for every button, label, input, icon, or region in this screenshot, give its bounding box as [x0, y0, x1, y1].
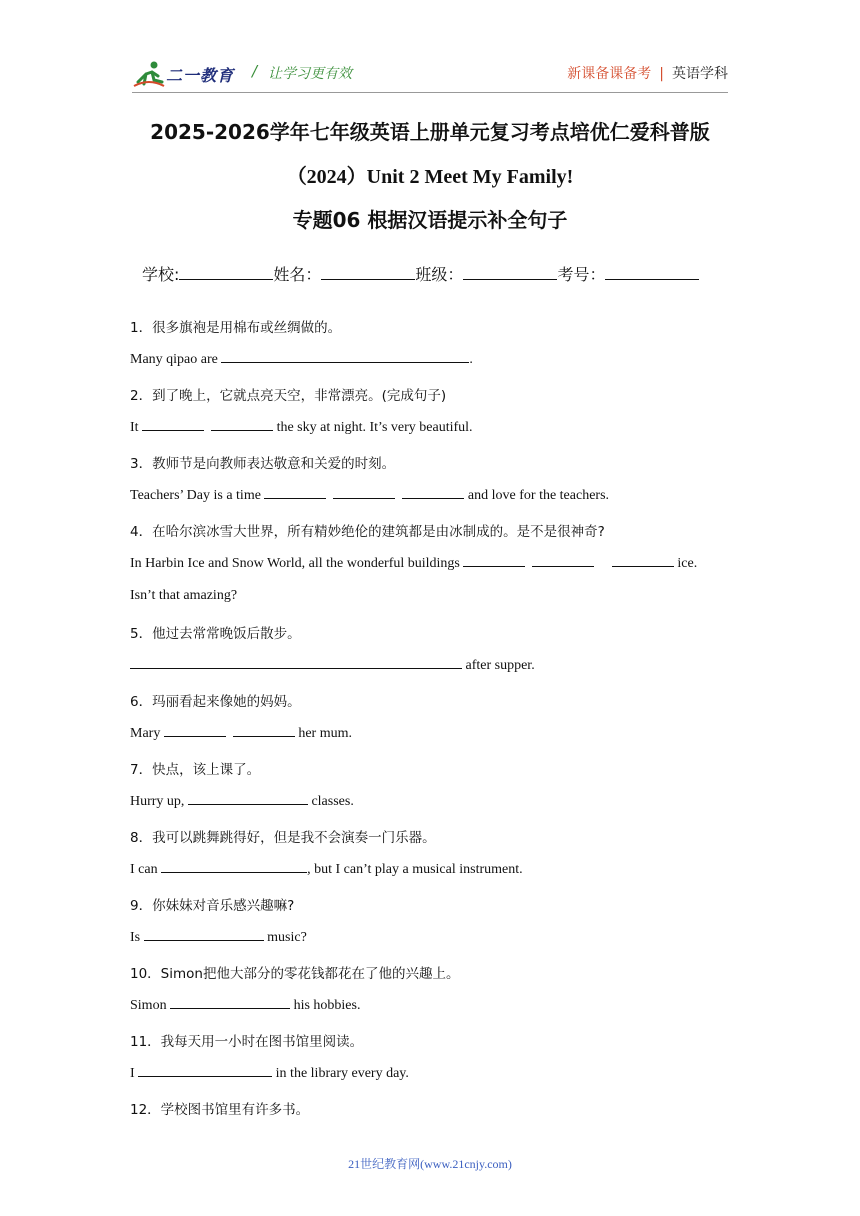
- runner-logo-icon: [132, 60, 166, 88]
- answer-blank[interactable]: [532, 554, 594, 567]
- answer-blank[interactable]: [188, 792, 308, 805]
- sentence-text: Simon: [130, 998, 171, 1013]
- question-1-prompt: 1．很多旗袍是用棉布或丝绸做的。: [130, 320, 342, 336]
- question-4-sentence: [130, 554, 697, 572]
- sentence-text: Hurry up,: [130, 794, 188, 809]
- header-tags: [567, 63, 728, 83]
- doc-title-line1: 2025-2026学年七年级英语上册单元复习考点培优仁爱科普版: [150, 120, 710, 144]
- sentence-text: Mary: [130, 726, 164, 741]
- answer-blank[interactable]: [612, 554, 674, 567]
- sentence-text: after supper.: [462, 658, 535, 673]
- question-10-prompt: 10．Simon把他大部分的零花钱都花在了他的兴趣上。: [130, 966, 460, 982]
- sentence-text: I: [130, 1066, 139, 1081]
- question-9-sentence: [130, 928, 307, 946]
- number-label: 考号：: [557, 265, 606, 284]
- question-2-sentence: [130, 418, 473, 436]
- answer-blank[interactable]: [211, 418, 273, 431]
- answer-blank[interactable]: [233, 724, 295, 737]
- question-9-prompt: 9．你妹妹对音乐感兴趣嘛?: [130, 898, 295, 914]
- sentence-text: I can: [130, 862, 162, 877]
- doc-title-topic: 专题06 根据汉语提示补全句子: [292, 208, 568, 232]
- school-blank[interactable]: [179, 263, 273, 280]
- class-label: 班级：: [415, 265, 464, 284]
- sentence-text: Many qipao are: [130, 352, 222, 367]
- question-4-sentence-cont: Isn’t that amazing?: [130, 588, 238, 603]
- question-4-prompt: 4．在哈尔滨冰雪大世界，所有精妙绝伦的建筑都是由冰制成的。是不是很神奇?: [130, 524, 605, 540]
- sentence-text: music?: [263, 930, 307, 945]
- question-7-prompt: 7．快点，该上课了。: [130, 762, 261, 778]
- tag-separator: |: [659, 66, 664, 82]
- tag-course-prep: 新课备课备考: [567, 66, 652, 82]
- page-footer: 21世纪教育网(www.21cnjy.com): [348, 1157, 512, 1171]
- student-info-row: [142, 262, 699, 285]
- name-blank[interactable]: [321, 263, 415, 280]
- sentence-text: classes.: [307, 794, 354, 809]
- question-12-prompt: 12．学校图书馆里有许多书。: [130, 1102, 310, 1118]
- sentence-text: It: [130, 420, 143, 435]
- slogan: 让学习更有效: [268, 66, 352, 82]
- answer-blank[interactable]: [161, 860, 307, 873]
- sentence-text: in the library every day.: [272, 1066, 409, 1081]
- answer-blank[interactable]: [130, 656, 462, 669]
- sentence-text: his hobbies.: [290, 998, 361, 1013]
- question-8-prompt: 8．我可以跳舞跳得好，但是我不会演奏一门乐器。: [130, 830, 436, 846]
- class-blank[interactable]: [463, 263, 557, 280]
- school-label: 学校:: [142, 265, 180, 284]
- question-6-prompt: 6．玛丽看起来像她的妈妈。: [130, 694, 301, 710]
- answer-blank[interactable]: [142, 418, 204, 431]
- answer-blank[interactable]: [221, 350, 469, 363]
- header-divider: [132, 92, 728, 93]
- sentence-text: ice.: [673, 556, 698, 571]
- question-11-sentence: [130, 1064, 409, 1082]
- answer-blank[interactable]: [138, 1064, 272, 1077]
- sentence-text: Teachers’ Day is a time: [130, 488, 265, 503]
- answer-blank[interactable]: [264, 486, 326, 499]
- page-header: [132, 56, 728, 90]
- answer-blank[interactable]: [164, 724, 226, 737]
- question-2-prompt: 2．到了晚上，它就点亮天空，非常漂亮。(完成句子): [130, 388, 447, 404]
- question-11-prompt: 11．我每天用一小时在图书馆里阅读。: [130, 1034, 364, 1050]
- sentence-text: In Harbin Ice and Snow World, all the wonderful buildings: [130, 556, 464, 571]
- question-3-sentence: [130, 486, 609, 504]
- answer-blank[interactable]: [463, 554, 525, 567]
- tag-subject: 英语学科: [672, 66, 728, 82]
- sentence-text: the sky at night. It’s very beautiful.: [273, 420, 473, 435]
- sentence-text: her mum.: [294, 726, 352, 741]
- answer-blank[interactable]: [402, 486, 464, 499]
- sentence-text: Is: [130, 930, 144, 945]
- header-slash: /: [252, 62, 258, 80]
- question-10-sentence: [130, 996, 360, 1014]
- logo-text: 二一教育: [166, 66, 235, 85]
- question-7-sentence: [130, 792, 354, 810]
- answer-blank[interactable]: [170, 996, 290, 1009]
- number-blank[interactable]: [605, 263, 699, 280]
- sentence-text: and love for the teachers.: [464, 488, 610, 503]
- question-1-sentence: [130, 350, 473, 368]
- question-8-sentence: [130, 860, 523, 878]
- answer-blank[interactable]: [144, 928, 264, 941]
- question-5-prompt: 5．他过去常常晚饭后散步。: [130, 626, 301, 642]
- question-6-sentence: [130, 724, 352, 742]
- answer-blank[interactable]: [333, 486, 395, 499]
- name-label: 姓名：: [273, 265, 322, 284]
- doc-title-line2: （2024）Unit 2 Meet My Family!: [286, 166, 574, 188]
- question-5-sentence: [130, 656, 535, 674]
- sentence-text: .: [469, 352, 473, 367]
- question-3-prompt: 3．教师节是向教师表达敬意和关爱的时刻。: [130, 456, 396, 472]
- logo: [132, 60, 252, 88]
- sentence-text: , but I can’t play a musical instrument.: [307, 862, 523, 877]
